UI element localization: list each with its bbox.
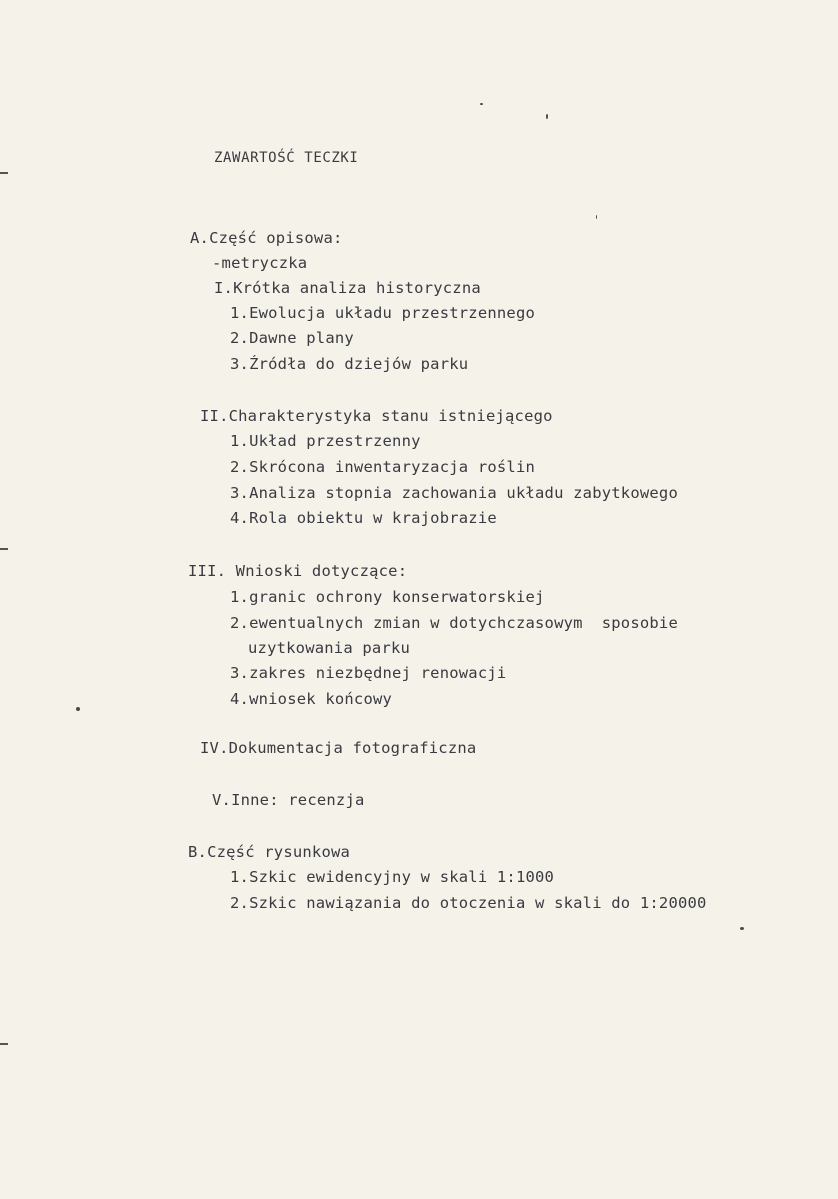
document-title: ZAWARTOŚĆ TECZKI [214,150,359,166]
part-i-item: 1.Ewolucja układu przestrzennego [230,304,536,322]
margin-mark [0,1043,8,1045]
part-iv-heading: IV.Dokumentacja fotograficzna [200,739,477,757]
paper-speck [740,927,744,930]
part-i-item: 2.Dawne plany [230,329,354,347]
part-iii-heading: III. Wnioski dotyczące: [188,562,408,580]
part-ii-heading: II.Charakterystyka stanu istniejącego [200,407,553,425]
section-a-heading: A.Część opisowa: [190,229,343,247]
paper-speck [480,103,483,105]
part-iii-item: 2.ewentualnych zmian w dotychczasowym sposobie [230,614,678,632]
part-i-heading: I.Krótka analiza historyczna [214,279,481,297]
part-ii-item: 1.Układ przestrzenny [230,432,421,450]
margin-mark [0,548,8,550]
part-ii-item: 2.Skrócona inwentaryzacja roślin [230,458,536,476]
part-iii-item: 1.granic ochrony konserwatorskiej [230,588,545,606]
paper-speck [546,114,548,119]
margin-mark [0,172,8,174]
part-v-heading: V.Inne: recenzja [212,791,365,809]
part-iii-item-continuation: uzytkowania parku [248,639,411,657]
part-ii-item: 3.Analiza stopnia zachowania układu zabytkowego [230,484,678,502]
section-b-heading: B.Część rysunkowa [188,843,351,861]
part-iii-item: 3.zakres niezbędnej renowacji [230,664,507,682]
section-b-item: 2.Szkic nawiązania do otoczenia w skali do 1:20000 [230,894,707,912]
metryczka-item: -metryczka [212,254,308,272]
part-iii-item: 4.wniosek końcowy [230,690,393,708]
paper-speck [76,707,80,711]
paper-speck [596,215,597,219]
section-b-item: 1.Szkic ewidencyjny w skali 1:1000 [230,868,555,886]
part-i-item: 3.Źródła do dziejów parku [230,355,469,373]
part-ii-item: 4.Rola obiektu w krajobrazie [230,509,497,527]
